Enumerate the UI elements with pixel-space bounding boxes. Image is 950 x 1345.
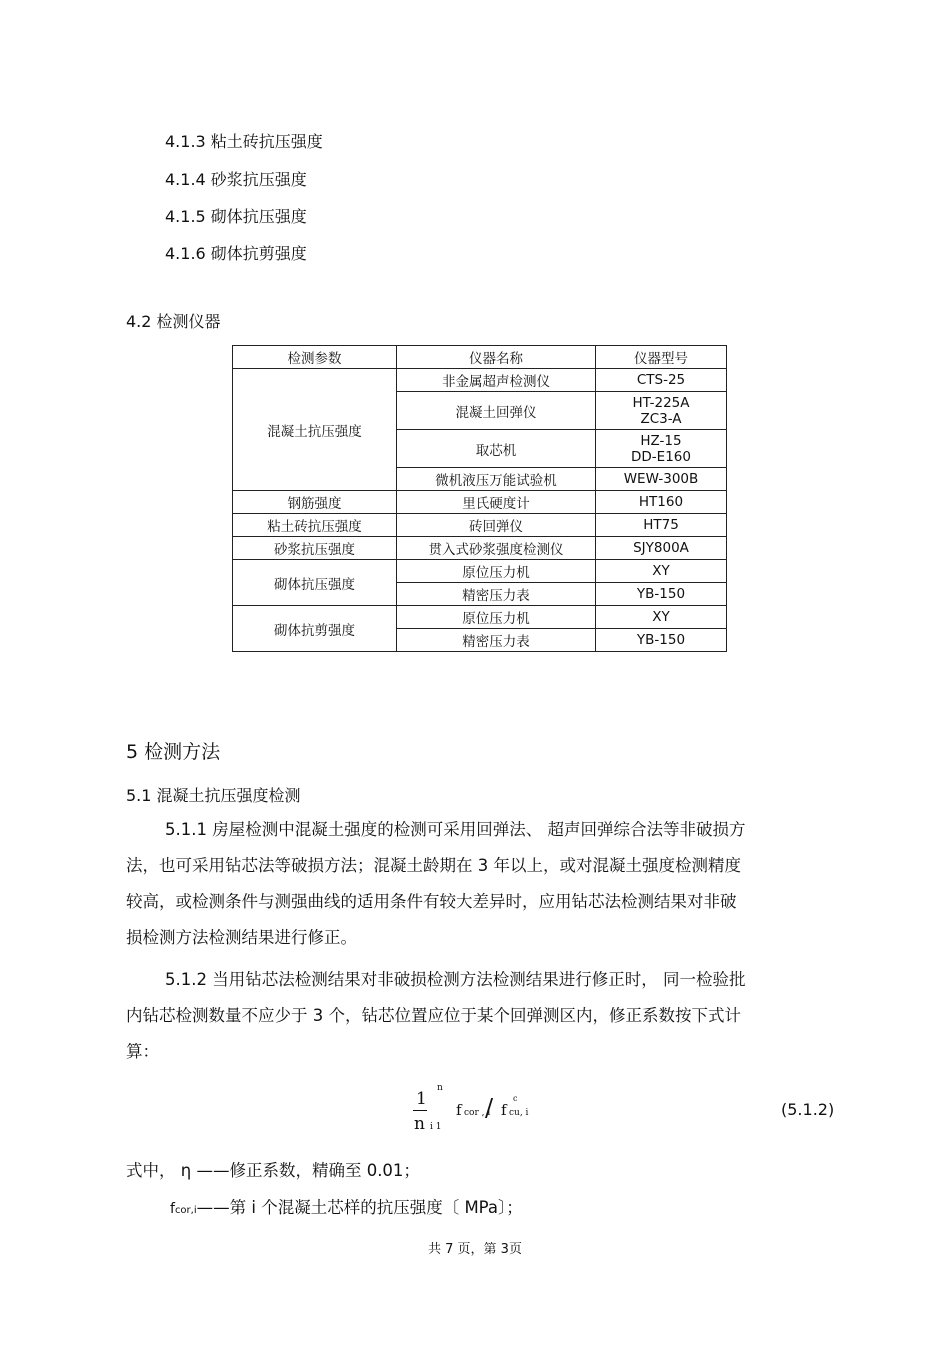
list-item: 4.1.4 砂浆抗压强度 bbox=[165, 170, 307, 189]
table-cell-name: 取芯机 bbox=[397, 430, 596, 468]
table-cell-name: 精密压力表 bbox=[397, 629, 596, 652]
paragraph-line: 5.1.2 当用钻芯法检测结果对非破损检测方法检测结果进行修正时， 同一检验批 bbox=[165, 970, 746, 989]
instrument-table bbox=[232, 345, 727, 652]
f-cu-symbol: f bbox=[501, 1101, 507, 1119]
division-slash: / bbox=[485, 1094, 494, 1122]
f-cu-subscript: cu, i bbox=[509, 1108, 529, 1118]
list-item: 4.1.5 砌体抗压强度 bbox=[165, 207, 307, 226]
table-cell-name: 砖回弹仪 bbox=[397, 514, 596, 537]
list-item: 4.1.6 砌体抗剪强度 bbox=[165, 244, 307, 263]
section-heading-4-2: 4.2 检测仪器 bbox=[126, 312, 221, 331]
table-cell-name: 贯入式砂浆强度检测仪 bbox=[397, 537, 596, 560]
table-cell-name: 原位压力机 bbox=[397, 560, 596, 583]
table-cell-param: 砂浆抗压强度 bbox=[233, 537, 397, 560]
table-cell-param: 砌体抗剪强度 bbox=[233, 606, 397, 652]
f-cu-superscript: c bbox=[513, 1094, 518, 1103]
table-cell-model: WEW-300B bbox=[596, 468, 727, 491]
model-line: ZC3-A bbox=[640, 410, 682, 427]
table-cell-model: YB-150 bbox=[596, 583, 727, 606]
section-heading-5-1: 5.1 混凝土抗压强度检测 bbox=[126, 786, 301, 805]
list-item: 4.1.3 粘土砖抗压强度 bbox=[165, 132, 323, 151]
paragraph-line: 5.1.1 房屋检测中混凝土强度的检测可采用回弹法、 超声回弹综合法等非破损方 bbox=[165, 820, 746, 839]
paragraph-line: 算： bbox=[126, 1042, 159, 1061]
paragraph-line: 损检测方法检测结果进行修正。 bbox=[126, 928, 357, 947]
table-cell-param: 粘土砖抗压强度 bbox=[233, 514, 397, 537]
table-header: 检测参数 bbox=[233, 346, 397, 369]
f-cor-subscript: cor , i bbox=[464, 1108, 491, 1118]
table-cell-model: YB-150 bbox=[596, 629, 727, 652]
table-cell-name: 原位压力机 bbox=[397, 606, 596, 629]
model-line: HZ-15 bbox=[640, 432, 682, 449]
table-header: 仪器名称 bbox=[397, 346, 596, 369]
formula-denominator: n bbox=[414, 1114, 425, 1134]
equation-number: (5.1.2) bbox=[781, 1100, 835, 1119]
fcor-definition-text: ——第 i 个混凝土芯样的抗压强度〔 MPa〕； bbox=[196, 1198, 523, 1217]
f-cor-symbol: f bbox=[456, 1101, 462, 1119]
table-cell-param: 钢筋强度 bbox=[233, 491, 397, 514]
model-line: HT-225A bbox=[632, 394, 690, 411]
sum-lower-limit: i 1 bbox=[430, 1122, 442, 1132]
table-cell-model: CTS-25 bbox=[596, 369, 727, 392]
paragraph-line: 内钻芯检测数量不应少于 3 个，钻芯位置应位于某个回弹测区内，修正系数按下式计 bbox=[126, 1006, 741, 1025]
formula-numerator: 1 bbox=[416, 1089, 427, 1109]
table-cell-name: 精密压力表 bbox=[397, 583, 596, 606]
table-cell-name: 非金属超声检测仪 bbox=[397, 369, 596, 392]
table-cell-model: HT160 bbox=[596, 491, 727, 514]
table-cell-name: 微机液压万能试验机 bbox=[397, 468, 596, 491]
section-heading-5: 5 检测方法 bbox=[126, 741, 221, 763]
table-cell-param: 砌体抗压强度 bbox=[233, 560, 397, 606]
paragraph-line: 较高，或检测条件与测强曲线的适用条件有较大差异时，应用钻芯法检测结果对非破 bbox=[126, 892, 737, 911]
sum-upper-limit: n bbox=[437, 1083, 443, 1093]
table-cell-param: 混凝土抗压强度 bbox=[233, 369, 397, 491]
table-cell-model bbox=[596, 430, 727, 468]
fcor-subscript: cor,i bbox=[174, 1205, 197, 1216]
model-line: DD-E160 bbox=[631, 448, 691, 465]
table-cell-model: XY bbox=[596, 606, 727, 629]
table-cell-model: XY bbox=[596, 560, 727, 583]
table-cell-model: SJY800A bbox=[596, 537, 727, 560]
fcor-symbol: f bbox=[170, 1201, 175, 1217]
fraction-bar bbox=[413, 1110, 427, 1111]
definition-eta: 式中， η ——修正系数，精确至 0.01； bbox=[126, 1161, 420, 1180]
table-cell-name: 混凝土回弹仪 bbox=[397, 392, 596, 430]
table-header: 仪器型号 bbox=[596, 346, 727, 369]
page-footer: 共 7 页，第 3页 bbox=[428, 1242, 522, 1257]
table-cell-model bbox=[596, 392, 727, 430]
table-cell-name: 里氏硬度计 bbox=[397, 491, 596, 514]
definition-fcor bbox=[170, 1194, 523, 1218]
paragraph-line: 法，也可采用钻芯法等破损方法；混凝土龄期在 3 年以上，或对混凝土强度检测精度 bbox=[126, 856, 741, 875]
table-cell-model: HT75 bbox=[596, 514, 727, 537]
